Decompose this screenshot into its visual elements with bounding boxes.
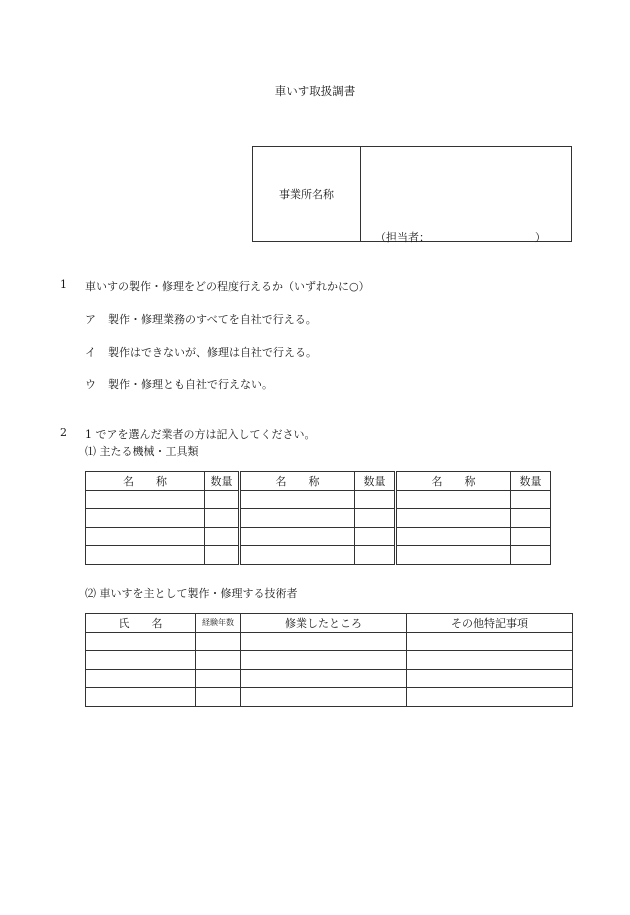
contact-close-paren: ） bbox=[535, 231, 546, 244]
contact-person-label: （担当者： bbox=[375, 231, 430, 244]
tools-header-name-3: 名 称 bbox=[397, 472, 511, 491]
q1-number: 1 bbox=[60, 278, 67, 291]
q1-option-i-text: 製作はできないが、修理は自社で行える。 bbox=[108, 346, 317, 359]
table-row bbox=[86, 632, 573, 651]
tools-header-qty-1: 数量 bbox=[205, 472, 239, 491]
table-row bbox=[86, 688, 573, 707]
tech-header-years: 経験年数 bbox=[196, 614, 241, 633]
q1-option-u-text: 製作・修理とも自社で行えない。 bbox=[108, 378, 273, 391]
table-row bbox=[86, 651, 573, 670]
q1-option-i-mark: イ bbox=[85, 346, 96, 359]
q2-number: 2 bbox=[60, 426, 67, 439]
table-row bbox=[86, 669, 573, 688]
tools-header-qty-2: 数量 bbox=[355, 472, 395, 491]
tech-header-notes: その他特記事項 bbox=[407, 614, 573, 633]
q2-sub2-label: ⑵ 車いすを主として製作・修理する技術者 bbox=[85, 587, 298, 600]
table-row bbox=[86, 509, 551, 528]
tools-header-row bbox=[86, 472, 551, 491]
office-box bbox=[252, 146, 572, 242]
contact-person-line bbox=[375, 229, 546, 245]
tech-header-training: 修業したところ bbox=[241, 614, 407, 633]
office-name-label: 事業所名称 bbox=[253, 147, 361, 241]
table-row bbox=[86, 546, 551, 565]
table-row bbox=[86, 527, 551, 546]
document-title: 車いす取扱調書 bbox=[274, 84, 356, 98]
q1-option-a-mark: ア bbox=[85, 313, 96, 326]
q1-question: 車いすの製作・修理をどの程度行えるか（いずれかに○） bbox=[85, 280, 370, 293]
tools-table bbox=[85, 471, 551, 565]
q2-instruction: 1 でアを選んだ業者の方は記入してください。 bbox=[85, 428, 316, 441]
tech-header-name: 氏 名 bbox=[86, 614, 196, 633]
tools-header-name-2: 名 称 bbox=[241, 472, 355, 491]
tools-header-name-1: 名 称 bbox=[86, 472, 205, 491]
q1-option-a-text: 製作・修理業務のすべてを自社で行える。 bbox=[108, 313, 317, 326]
technicians-header-row bbox=[86, 614, 573, 633]
q1-option-u-mark: ウ bbox=[85, 378, 96, 391]
q2-sub1-label: ⑴ 主たる機械・工具類 bbox=[85, 445, 199, 458]
tools-header-qty-3: 数量 bbox=[511, 472, 551, 491]
technicians-table bbox=[85, 613, 573, 707]
table-row bbox=[86, 490, 551, 509]
